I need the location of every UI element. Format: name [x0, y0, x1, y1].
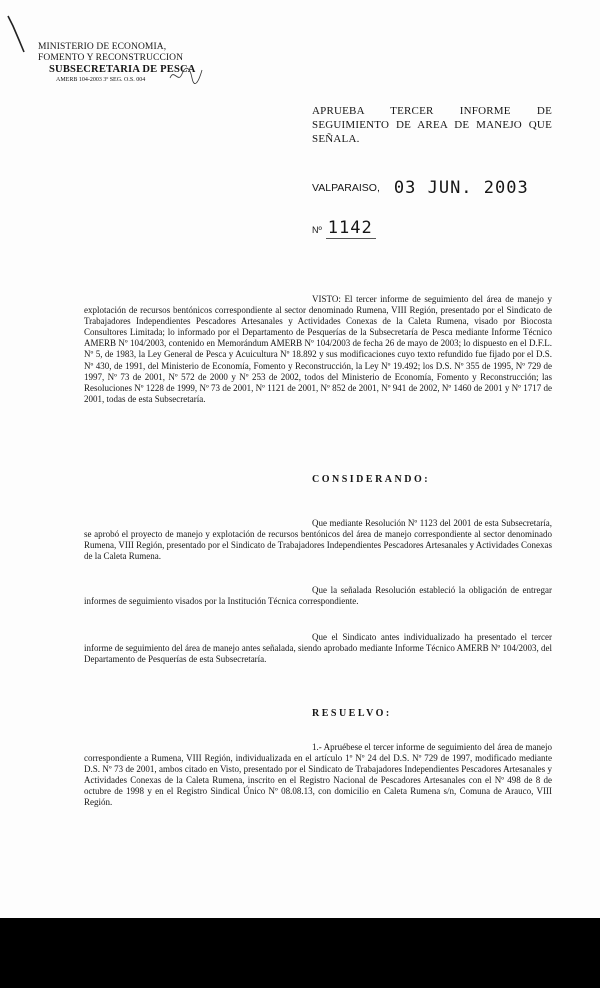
considerando-paragraph [84, 585, 552, 607]
scan-border [0, 918, 600, 988]
place-name: VALPARAISO, [312, 182, 380, 194]
corner-pen-mark [6, 14, 26, 54]
reference-code: AMERB 104-2003 3º SEG. O.S. 004 [56, 77, 146, 83]
resuelvo-paragraph [84, 742, 552, 809]
considerando-text: Que el Sindicato antes individualizado ha presentado el tercer informe de seguimiento del área de manejo antes señalada, siendo aprobado mediante Informe Técnico AMERB Nº 104/2003, del Departamento de Pesquerías de esta Subsecretaría. [84, 632, 552, 665]
resolution-subject [312, 104, 552, 146]
resuelvo-text: 1.- Apruébese el tercer informe de seguimiento del área de manejo correspondiente a Rumena, VIII Región, individualizada en el artículo 1º Nº 24 del D.S. Nº 729 de 1997, modificado mediante D.S. Nº 73 de 2001, ambos citado en Visto, presentado por el Sindicato de Trabajadores Independientes Pescadores Artesanales y Actividades Conexas de la Caleta Rumena, inscrito en el Registro Nacional de Pescadores Artesanales con el Nº 498 de 8 de octubre de 1998 y en el Registro Sindical Único Nº 08.08.13, con domicilio en Caleta Rumena s/n, Comuna de Arauco, VIII Región. [84, 742, 552, 808]
resuelvo-heading: RESUELVO: [312, 708, 392, 719]
considerando-paragraph [84, 632, 552, 665]
number-label: Nº [312, 225, 322, 235]
considerando-text: Que la señalada Resolución estableció la obligación de entregar informes de seguimiento visados por la Institución Técnica correspondiente. [84, 585, 552, 607]
resolution-number-line [312, 218, 373, 238]
considerando-heading: CONSIDERANDO: [312, 474, 431, 485]
initials-scribble [168, 64, 204, 86]
place-date-line [312, 178, 529, 198]
visto-text: VISTO: El tercer informe de seguimiento del área de manejo y explotación de recursos bentónicos correspondiente al sector denominado Rumena, VIII Región, presentado por el Sindicato de Trabajadores Independientes Pescadores Artesanales y Actividades Conexas de la Caleta Rumena, visado por Biocosta Consultores Limitada; lo informado por el Departamento de Pesquerías de la Subsecretaría de Pesca mediante Informe Técnico AMERB Nº 104/2003, contenido en Memorándum AMERB Nº 104/2003 de fecha 26 de mayo de 2003; lo dispuesto en el D.F.L. Nº 5, de 1983, la Ley General de Pesca y Acuicultura Nº 18.892 y sus modificaciones cuyo texto refundido fue fijado por el D.S. Nº 430, de 1991, del Ministerio de Economía, Fomento y Reconstrucción, la Ley Nº 19.492; los D.S. Nº 355 de 1995, Nº 729 de 1997, Nº 73 de 2001, Nº 572 de 2000 y Nº 253 de 2002, todos del Ministerio de Economía, Fomento y Reconstrucción; las Resoluciones Nº 1228 de 1999, Nº 73 de 2001, Nº 1121 de 2001, Nº 852 de 2001, Nº 941 de 2002, Nº 1460 de 2001 y Nº 1717 de 2001, todas de esta Subsecretaría. [84, 294, 552, 404]
subsecretaria-name: SUBSECRETARIA DE PESCA [49, 64, 196, 75]
resolution-number: 1142 [327, 218, 373, 238]
subject-line: APRUEBA TERCER INFORME DE [312, 105, 552, 117]
ministry-subtitle: FOMENTO Y RECONSTRUCCION [38, 53, 184, 63]
subject-line: SEÑALA. [312, 133, 360, 145]
number-underline [326, 238, 376, 239]
visto-paragraph [84, 294, 552, 405]
subject-line: SEGUIMIENTO DE AREA DE MANEJO QUE [312, 119, 552, 131]
ministry-name: MINISTERIO DE ECONOMIA, [38, 42, 167, 52]
considerando-paragraph [84, 518, 552, 562]
resolution-date: 03 JUN. 2003 [393, 178, 529, 198]
considerando-text: Que mediante Resolución Nº 1123 del 2001 de esta Subsecretaría, se aprobó el proyecto de manejo y explotación de recursos bentónicos del área de manejo correspondiente al sector denominado Rumena, VIII Región, presentado por el Sindicato de Trabajadores Independientes Pescadores Artesanales y Actividades Conexas de la Caleta Rumena. [84, 518, 552, 562]
